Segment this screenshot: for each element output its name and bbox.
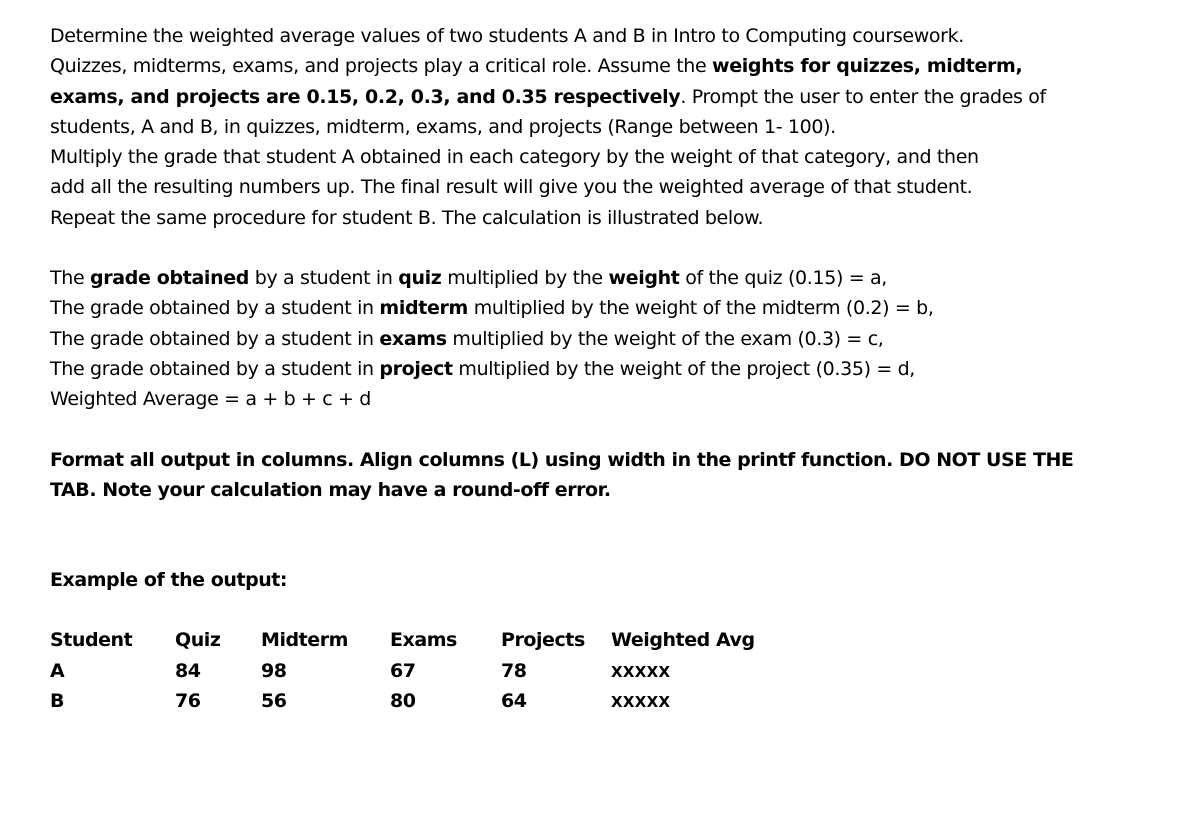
formula-text: multiplied by the weight of the project (0.35) = d,	[452, 357, 915, 380]
intro-paragraph	[50, 21, 1180, 233]
intro-line-7: Repeat the same procedure for student B. The calculation is illustrated below.	[50, 206, 764, 229]
formula-project	[50, 354, 1180, 384]
formula-emphasis: midterm	[379, 297, 468, 320]
format-note-line-2: TAB. Note your calculation may have a round-off error.	[50, 478, 611, 501]
weighted-avg-placeholder: XXXXX	[611, 662, 671, 681]
header-projects: Projects	[501, 629, 585, 652]
formula-text: by a student in	[249, 267, 399, 290]
formula-text: The grade obtained by a student in	[50, 327, 380, 350]
formula-emphasis: weight	[608, 267, 680, 290]
formula-text: The	[50, 267, 90, 290]
intro-line-4: students, A and B, in quizzes, midterm, exams, and projects (Range between 1- 100).	[50, 115, 836, 138]
formula-text: The grade obtained by a student in	[50, 357, 380, 380]
cell-exams: 67	[390, 659, 416, 682]
example-title: Example of the output:	[50, 569, 288, 592]
document-page	[50, 21, 1180, 717]
formula-text: of the quiz (0.15) = a,	[679, 267, 887, 290]
cell-weighted-avg	[611, 686, 781, 717]
formula-text: multiplied by the weight of the exam (0.3) = c,	[446, 327, 884, 350]
formula-midterm	[50, 293, 1180, 323]
formula-text: multiplied by the	[441, 267, 609, 290]
formula-quiz	[50, 263, 1180, 293]
weights-emphasis-1: weights for quizzes, midterm,	[712, 55, 1023, 78]
table-row	[50, 656, 781, 687]
intro-line-3	[50, 82, 1180, 112]
intro-line-6: add all the resulting numbers up. The final result will give you the weighted average of that student.	[50, 176, 973, 199]
cell-student: A	[50, 659, 65, 682]
cell-weighted-avg	[611, 656, 781, 687]
table-row	[50, 686, 781, 717]
formula-emphasis: exams	[379, 327, 447, 350]
formula-text: The grade obtained by a student in	[50, 297, 380, 320]
format-note	[50, 445, 1180, 506]
table-header-row	[50, 625, 781, 656]
formula-emphasis: project	[379, 357, 453, 380]
intro-line-3-text: . Prompt the user to enter the grades of	[680, 85, 1046, 108]
header-quiz: Quiz	[175, 629, 221, 652]
formula-text: multiplied by the weight of the midterm (0.2) = b,	[468, 297, 934, 320]
format-note-line-1: Format all output in columns. Align columns (L) using width in the printf function. DO NOT USE THE	[50, 448, 1074, 471]
cell-projects: 78	[501, 659, 527, 682]
cell-quiz: 84	[175, 659, 201, 682]
weighted-avg-placeholder: XXXXX	[611, 693, 671, 712]
formula-block	[50, 263, 1180, 414]
cell-midterm: 56	[261, 690, 287, 713]
header-weighted-avg: Weighted Avg	[611, 629, 755, 652]
formula-weighted-average: Weighted Average = a + b + c + d	[50, 388, 372, 411]
formula-emphasis: grade obtained	[89, 267, 250, 290]
cell-projects: 64	[501, 690, 527, 713]
cell-exams: 80	[390, 690, 416, 713]
cell-student: B	[50, 690, 65, 713]
example-output-table	[50, 625, 781, 717]
header-midterm: Midterm	[261, 629, 349, 652]
weights-emphasis-2: exams, and projects are 0.15, 0.2, 0.3, and 0.35 respectively	[50, 85, 681, 108]
cell-quiz: 76	[175, 690, 201, 713]
header-student: Student	[50, 629, 133, 652]
intro-line-2	[50, 51, 1180, 81]
intro-line-1: Determine the weighted average values of two students A and B in Intro to Computing coursework.	[50, 25, 964, 47]
cell-midterm: 98	[261, 659, 287, 682]
formula-emphasis: quiz	[398, 267, 442, 290]
intro-line-5: Multiply the grade that student A obtained in each category by the weight of that category, and then	[50, 146, 979, 169]
header-exams: Exams	[390, 629, 457, 652]
formula-exams	[50, 324, 1180, 354]
intro-line-2-text: Quizzes, midterms, exams, and projects play a critical role. Assume the	[50, 55, 713, 78]
